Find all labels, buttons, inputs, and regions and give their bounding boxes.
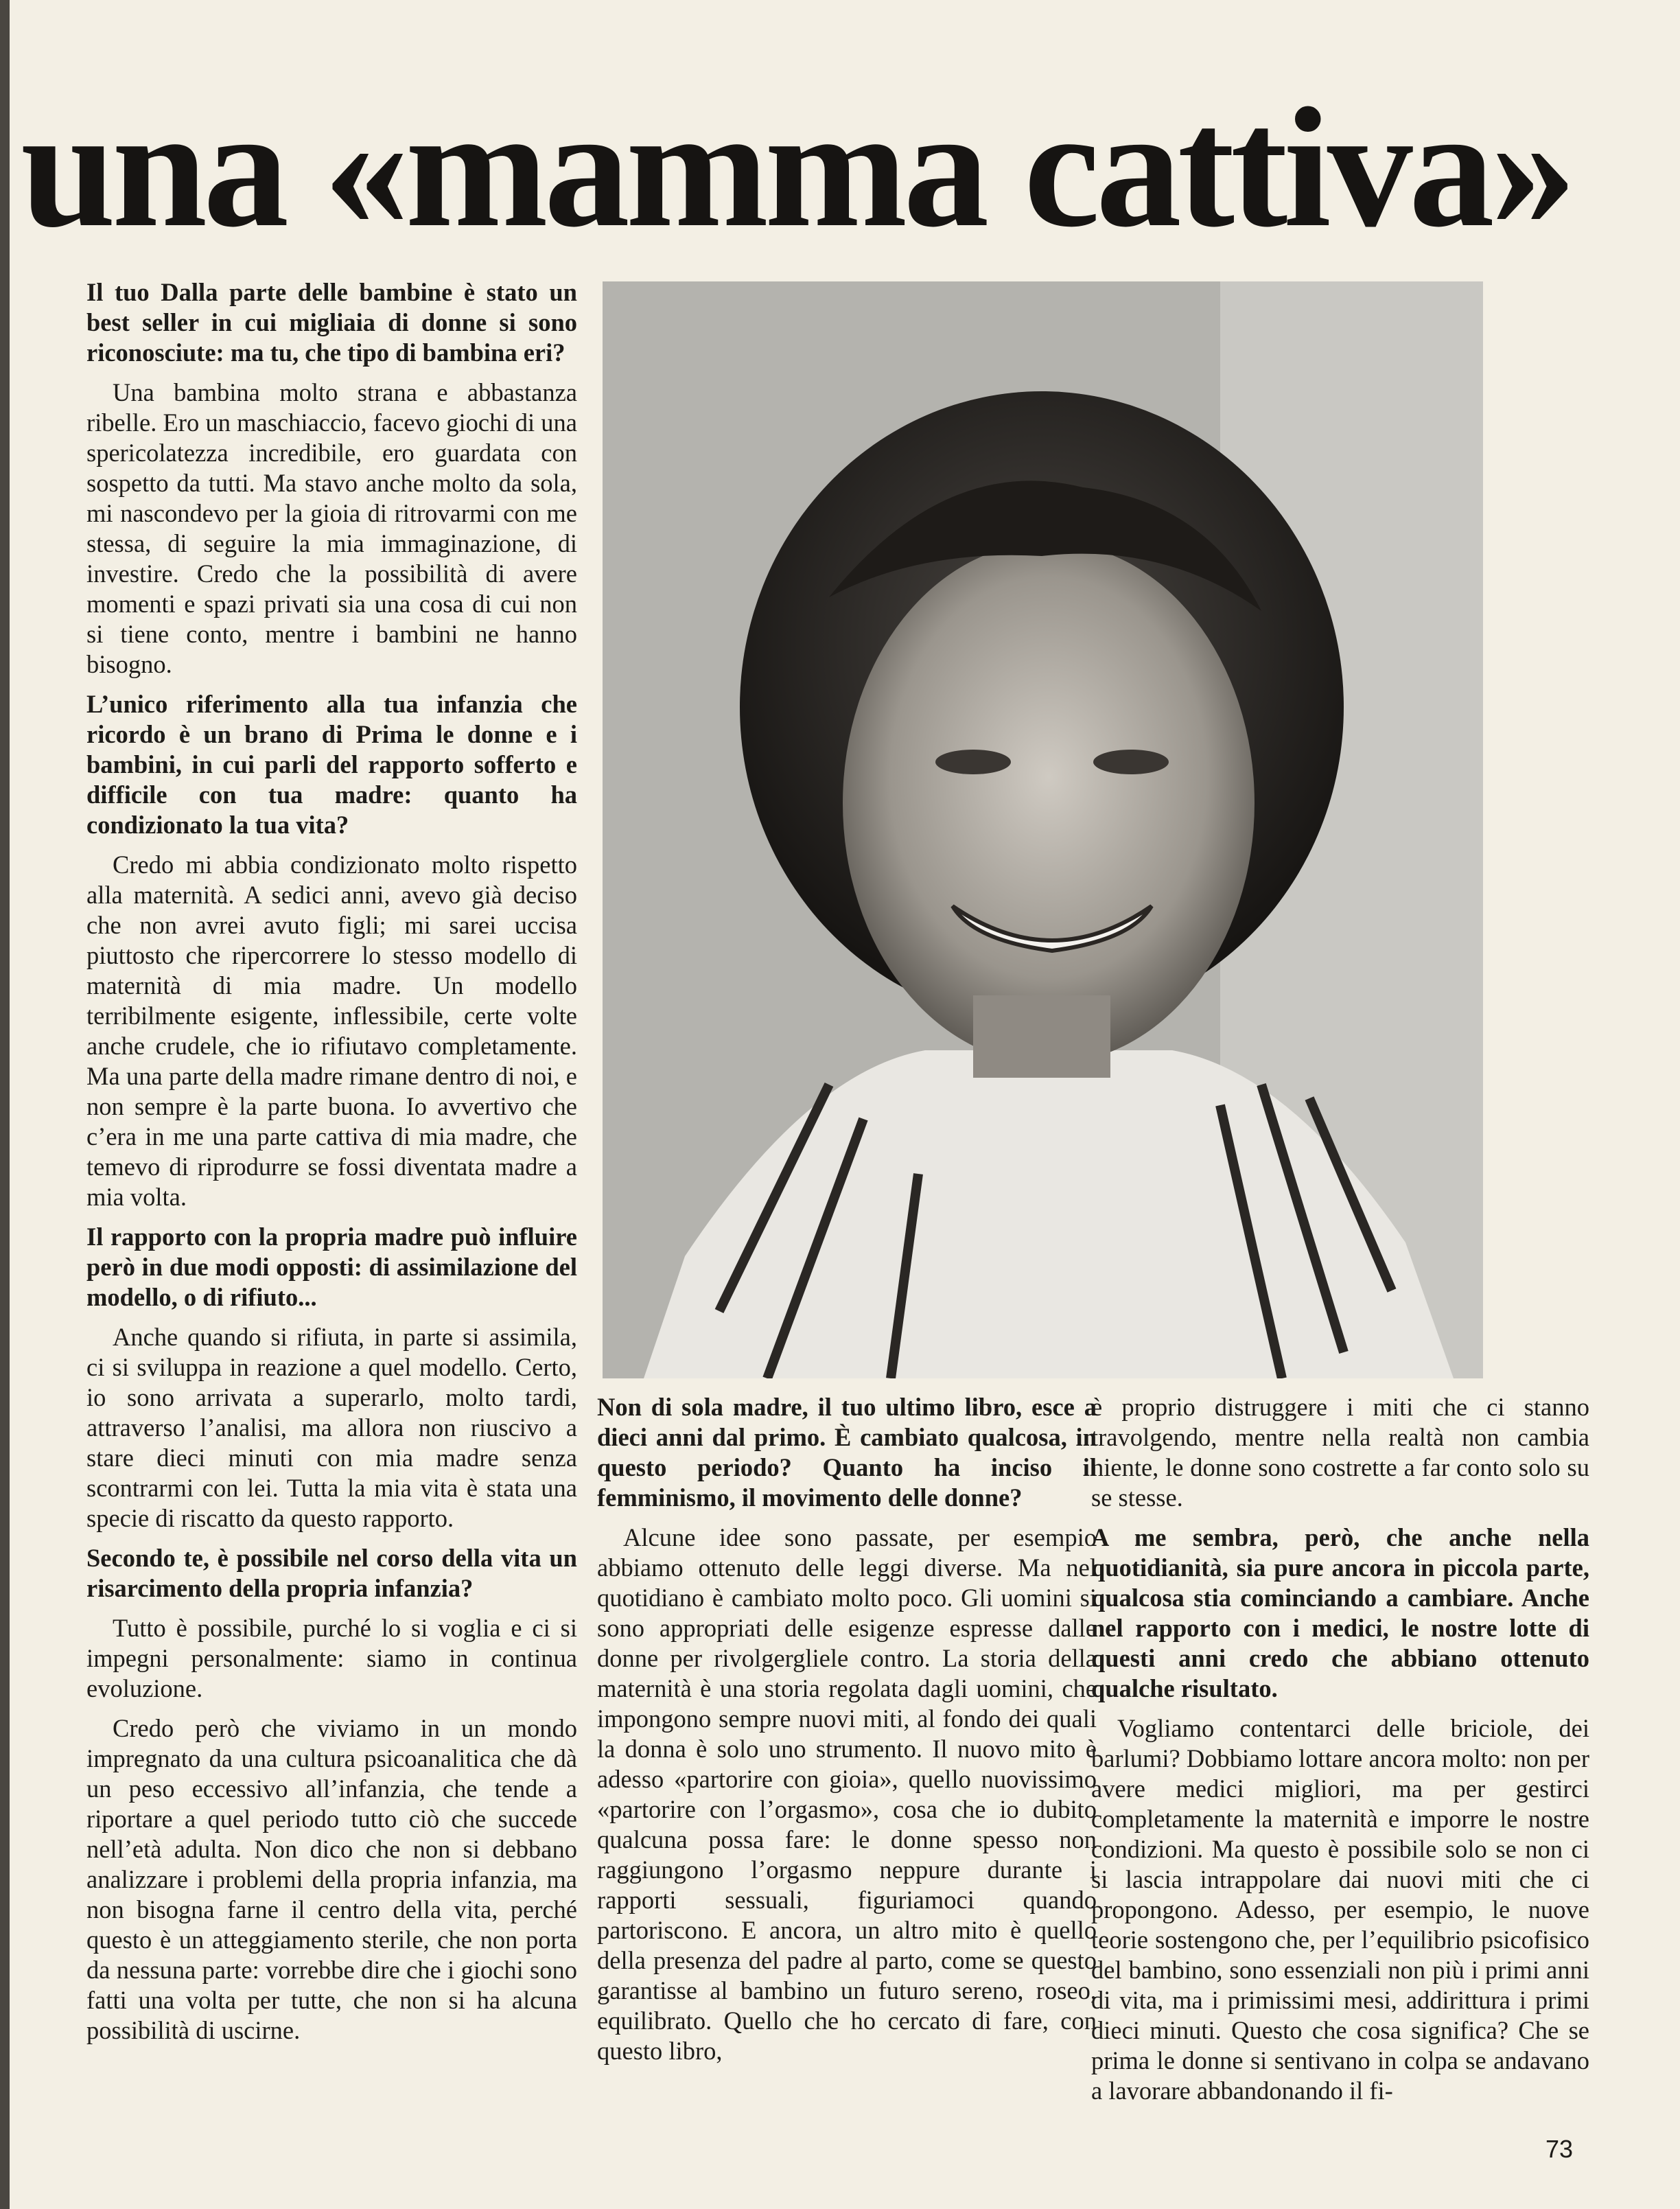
interview-answer: Anche quando si rifiuta, in parte si assimila, ci si sviluppa in reazione a quel modello. Certo, io sono arrivata a superarlo, molto tardi, attraverso l’analisi, ma allora non riuscivo a stare dieci minuti con mia madre senza scontrarmi con lei. Tutta la mia vita è stata una specie di riscatto da questo rapporto. [86, 1323, 577, 1532]
interview-question: A me sembra, però, che anche nella quotidianità, sia pure ancora in piccola parte, qualcosa stia cominciando a cambiare. Anche nel rapporto con i medici, le nostre lotte di questi anni credo che abbiano ottenuto qualche risultato. [1091, 1523, 1589, 1702]
interview-question: Il tuo Dalla parte delle bambine è stato un best seller in cui migliaia di donne si sono riconosciute: ma tu, che tipo di bambina eri? [86, 278, 577, 367]
interview-question: Secondo te, è possibile nel corso della vita un risarcimento della propria infanzia? [86, 1544, 577, 1602]
interview-answer: Una bambina molto strana e abbastanza ribelle. Ero un maschiaccio, facevo giochi di una spericolatezza incredibile, ero guardata con sospetto da tutti. Ma stavo anche molto da sola, mi nascondevo per la gioia di ritrovarmi con me stessa, di seguire la mia immaginazione, di investire. Credo che la possibilità di avere momenti e spazi privati sia una cosa di cui non si tiene conto, mentre i bambini ne hanno bisogno. [86, 378, 577, 678]
interview-answer: Credo però che viviamo in un mondo impregnato da una cultura psicoanalitica che dà un peso eccessivo all’infanzia, che tende a riportare a quel periodo tutto ciò che succede nell’età adulta. Non dico che non si debbano analizzare i problemi della propria infanzia, ma non bisogna farne il centro della vita, perché questo è un atteggiamento sterile, che non porta da nessuna parte: vorrebbe dire che i giochi sono fatti una volta per tutte, che non si ha alcuna possibilità di uscirne. [86, 1714, 577, 2044]
interview-question: Il rapporto con la propria madre può influire però in due modi opposti: di assimilazione del modello, o di rifiuto... [86, 1223, 577, 1311]
interview-question: L’unico riferimento alla tua infanzia che ricordo è un brano di Prima le donne e i bambini, in cui parli del rapporto sofferto e difficile con tua madre: quanto ha condizionato la tua vita? [86, 690, 577, 839]
portrait-photo [603, 281, 1483, 1378]
interview-answer: Credo mi abbia condizionato molto rispetto alla maternità. A sedici anni, avevo già deciso che non avrei avuto figli; mi sarei uccisa piuttosto che ripercorrere lo stesso modello di maternità di mia madre. Un modello terribilmente esigente, inflessibile, certe volte anche crudele, che io rifiutavo completamente. Ma una parte della madre rimane dentro di noi, e non sempre è la parte buona. Io avvertivo che c’era in me una parte cattiva di mia madre, che temevo di riprodurre se fossi diventata madre a mia volta. [86, 851, 577, 1211]
interview-answer: Vogliamo contentarci delle briciole, dei barlumi? Dobbiamo lottare ancora molto: non per avere medici migliori, ma per gestirci completamente la maternità e imporre le nostre condizioni. Ma questo è possibile solo se non ci si lascia intrappolare dai nuovi miti che ci propongono. Adesso, per esempio, le nuove teorie sostengono che, per l’equilibrio psicofisico del bambino, sono essenziali non più i primi anni di vita, ma i primissimi mesi, addirittura i primi dieci minuti. Questo che cosa significa? Che se prima le donne si sentivano in colpa se andavano a lavorare abbandonando il fi- [1091, 1714, 1589, 2105]
interview-answer: Tutto è possibile, purché lo si voglia e ci si impegni personalmente: siamo in continua evoluzione. [86, 1614, 577, 1702]
page-edge [0, 0, 10, 2209]
article-column-3 [1091, 1392, 1589, 2116]
interview-question: Non di sola madre, il tuo ultimo libro, esce a dieci anni dal primo. È cambiato qualcosa, in questo periodo? Quanto ha inciso il femminismo, il movimento delle donne? [597, 1393, 1097, 1512]
article-column-1 [86, 277, 577, 2055]
page-title: una «mamma cattiva» [21, 73, 1572, 263]
article-column-2 [597, 1392, 1097, 2076]
portrait-photo-icon [603, 281, 1483, 1378]
interview-answer-continued: è proprio distruggere i miti che ci stanno travolgendo, mentre nella realtà non cambia niente, le donne sono costrette a far conto solo su se stesse. [1091, 1393, 1589, 1512]
interview-answer: Alcune idee sono passate, per esempio abbiamo ottenuto delle leggi diverse. Ma nel quotidiano è cambiato molto poco. Gli uomini si sono appropriati delle esigenze espresse dalle donne per rivolgergliele contro. La storia della maternità è una storia regolata dagli uomini, che impongono sempre nuovi miti, al fondo dei quali la donna è solo uno strumento. Il nuovo mito è adesso «partorire con gioia», quello nuovissimo «partorire con l’orgasmo», cosa che io dubito qualcuna possa fare: le donne spesso non raggiungono l’orgasmo neppure durante i rapporti sessuali, figuriamoci quando partoriscono. E ancora, un altro mito è quello della presenza del padre al parto, come se questo garantisse al bambino un futuro sereno, roseo, equilibrato. Quello che ho cercato di fare, con questo libro, [597, 1523, 1097, 2065]
page-number: 73 [1545, 2135, 1573, 2163]
